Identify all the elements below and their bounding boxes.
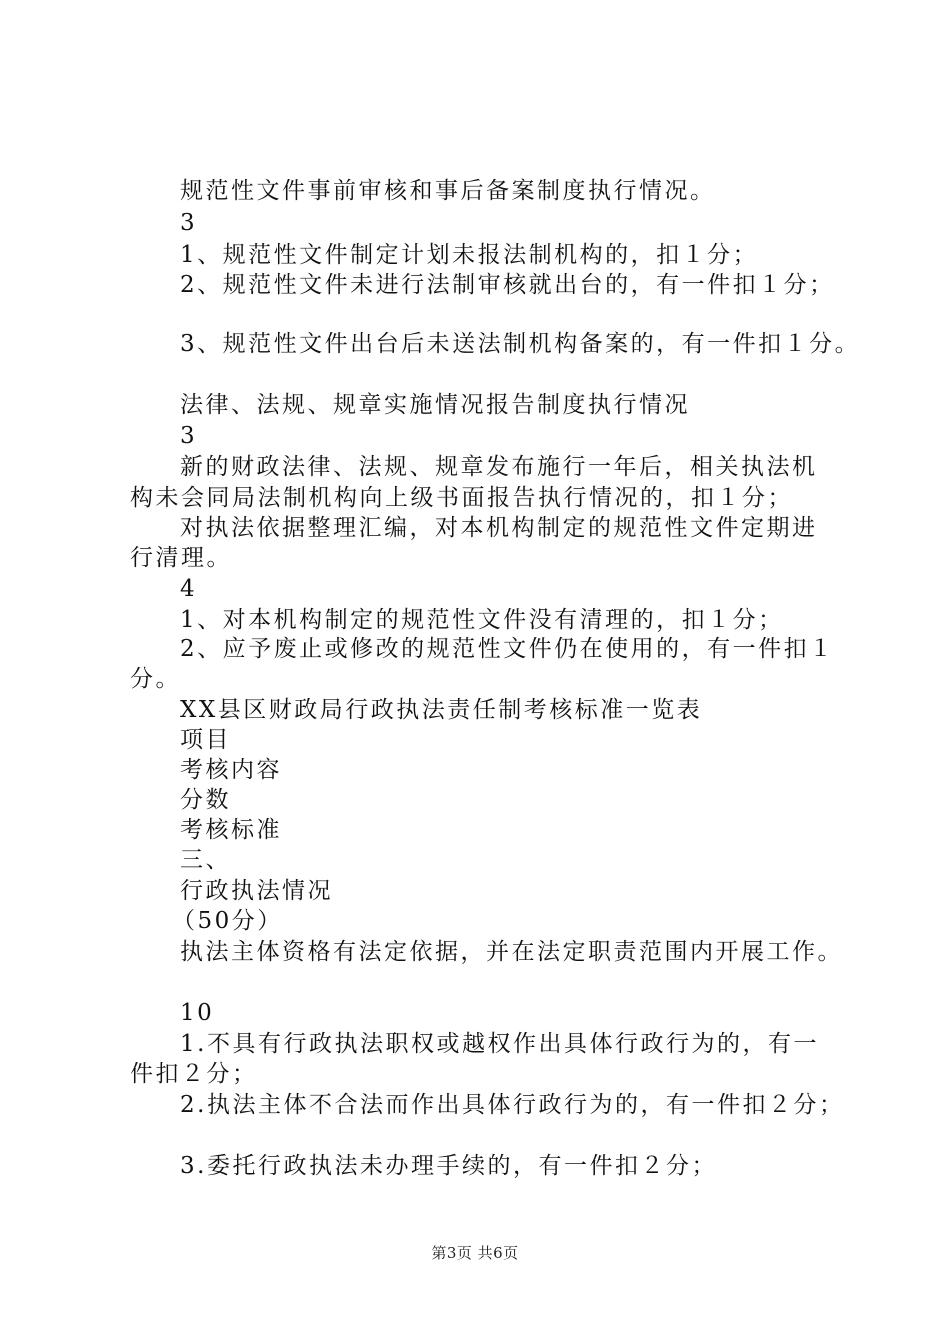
text-line: 新的财政法律、法规、规章发布施行一年后，相关执法机 (180, 454, 818, 480)
text-line: （50分） (172, 908, 283, 934)
text-line: 1、对本机构制定的规范性文件没有清理的，扣１分； (180, 607, 784, 633)
text-line: 3.委托行政执法未办理手续的，有一件扣２分； (180, 1153, 717, 1179)
text-line: 考核标准 (180, 817, 282, 843)
text-line: 2、规范性文件未进行法制审核就出台的，有一件扣１分； (180, 272, 835, 298)
text-line: 1、规范性文件制定计划未报法制机构的，扣１分； (180, 242, 759, 268)
text-line: 行政执法情况 (180, 878, 333, 904)
text-line: 件扣２分； (130, 1061, 258, 1087)
text-line: 4 (180, 576, 198, 602)
text-line: 执法主体资格有法定依据，并在法定职责范围内开展工作。 (180, 939, 843, 965)
text-line: 3、规范性文件出台后未送法制机构备案的，有一件扣１分。 (180, 331, 861, 357)
text-line: 2.执法主体不合法而作出具体行政行为的，有一件扣２分； (180, 1092, 845, 1118)
page-footer: 第3页 共6页 (431, 1244, 519, 1262)
table-title: XX县区财政局行政执法责任制考核标准一览表 (180, 697, 703, 723)
text-line: 3 (180, 210, 198, 236)
text-line: 3 (180, 423, 198, 449)
text-line: 1.不具有行政执法职权或越权作出具体行政行为的，有一 (180, 1031, 819, 1057)
text-line: 考核内容 (180, 757, 282, 783)
text-line: 项目 (180, 727, 231, 753)
text-line: 对执法依据整理汇编，对本机构制定的规范性文件定期进 (180, 515, 818, 541)
text-line: 10 (180, 1000, 215, 1026)
text-line: 三、 (180, 847, 231, 873)
text-line: 行清理。 (130, 545, 232, 571)
text-line: 法律、法规、规章实施情况报告制度执行情况 (180, 392, 690, 418)
text-line: 构未会同局法制机构向上级书面报告执行情况的，扣１分； (130, 485, 793, 511)
text-line: 规范性文件事前审核和事后备案制度执行情况。 (180, 178, 716, 204)
text-line: 2、应予废止或修改的规范性文件仍在使用的，有一件扣１ (180, 636, 835, 662)
text-line: 分。 (130, 666, 181, 692)
text-line: 分数 (180, 787, 231, 813)
